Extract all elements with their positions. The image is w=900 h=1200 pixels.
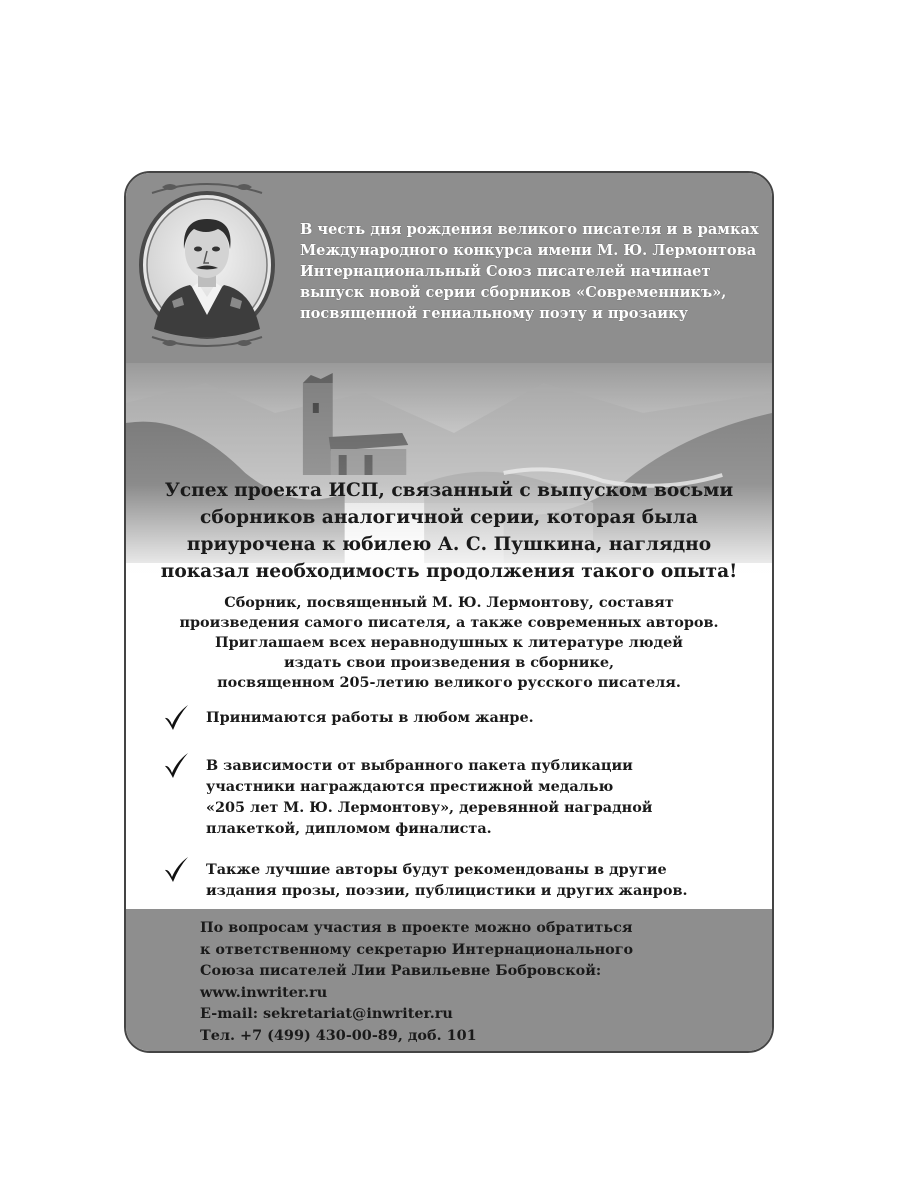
- intro-line: Интернациональный Союз писателей начинает: [300, 263, 711, 280]
- portrait-icon: [132, 179, 282, 351]
- phone-number: Тел. +7 (499) 430-00-89, доб. 101: [200, 1026, 477, 1044]
- portrait-medallion: [132, 179, 282, 351]
- intro-line: Международного конкурса имени М. Ю. Лермонтова: [300, 242, 757, 259]
- contact-line: Союза писателей Лии Равильевне Бобровской:: [200, 962, 602, 979]
- checkmark-icon: [162, 855, 190, 883]
- checklist-text: Принимаются работы в любом жанре.: [206, 709, 534, 726]
- intro-line: посвященной гениальному поэту и прозаику: [300, 305, 688, 322]
- checklist-text: Также лучшие авторы будут рекомендованы в другие: [206, 861, 667, 878]
- checklist-text: плакеткой, дипломом финалиста.: [206, 820, 492, 837]
- description-line: издать свои произведения в сборнике,: [283, 654, 615, 671]
- checklist-text: издания прозы, поэзии, публицистики и других жанров.: [206, 882, 688, 899]
- contact-line: По вопросам участия в проекте можно обратиться: [200, 919, 633, 936]
- headline-line: приурочена к юбилею А. С. Пушкина, наглядно: [186, 534, 712, 555]
- headline-line: Успех проекта ИСП, связанный с выпуском восьми: [164, 480, 734, 501]
- checklist-text: В зависимости от выбранного пакета публикации: [206, 757, 633, 774]
- checklist-text: участники награждаются престижной медалью: [206, 778, 614, 795]
- headline-line: показал необходимость продолжения такого опыта!: [160, 561, 738, 582]
- contact-info: [200, 917, 760, 1046]
- checklist-item: [162, 859, 687, 901]
- description: [126, 593, 772, 693]
- checklist-text: «205 лет М. Ю. Лермонтову», деревянной наградной: [206, 799, 653, 816]
- flyer-card: [124, 171, 774, 1053]
- checklist-item: [162, 755, 652, 839]
- website-link[interactable]: www.inwriter.ru: [200, 983, 328, 1001]
- description-line: произведения самого писателя, а также современных авторов.: [179, 614, 719, 631]
- header-band: [126, 173, 772, 363]
- contact-line: к ответственному секретарю Интернационального: [200, 940, 634, 958]
- headline: [126, 477, 772, 585]
- checkmark-icon: [162, 751, 190, 779]
- description-line: Приглашаем всех неравнодушных к литературе людей: [215, 634, 683, 651]
- intro-line: выпуск новой серии сборников «Современникъ»,: [300, 284, 727, 301]
- description-line: посвященном 205-летию великого русского писателя.: [217, 674, 681, 691]
- headline-line: сборников аналогичной серии, которая была: [200, 507, 698, 528]
- checklist-item: [162, 707, 534, 728]
- checkmark-icon: [162, 703, 190, 731]
- description-line: Сборник, посвященный М. Ю. Лермонтову, составят: [224, 594, 674, 611]
- email-link[interactable]: E-mail: sekretariat@inwriter.ru: [200, 1005, 453, 1022]
- intro-text: [300, 219, 770, 324]
- intro-line: В честь дня рождения великого писателя и в рамках: [300, 221, 759, 238]
